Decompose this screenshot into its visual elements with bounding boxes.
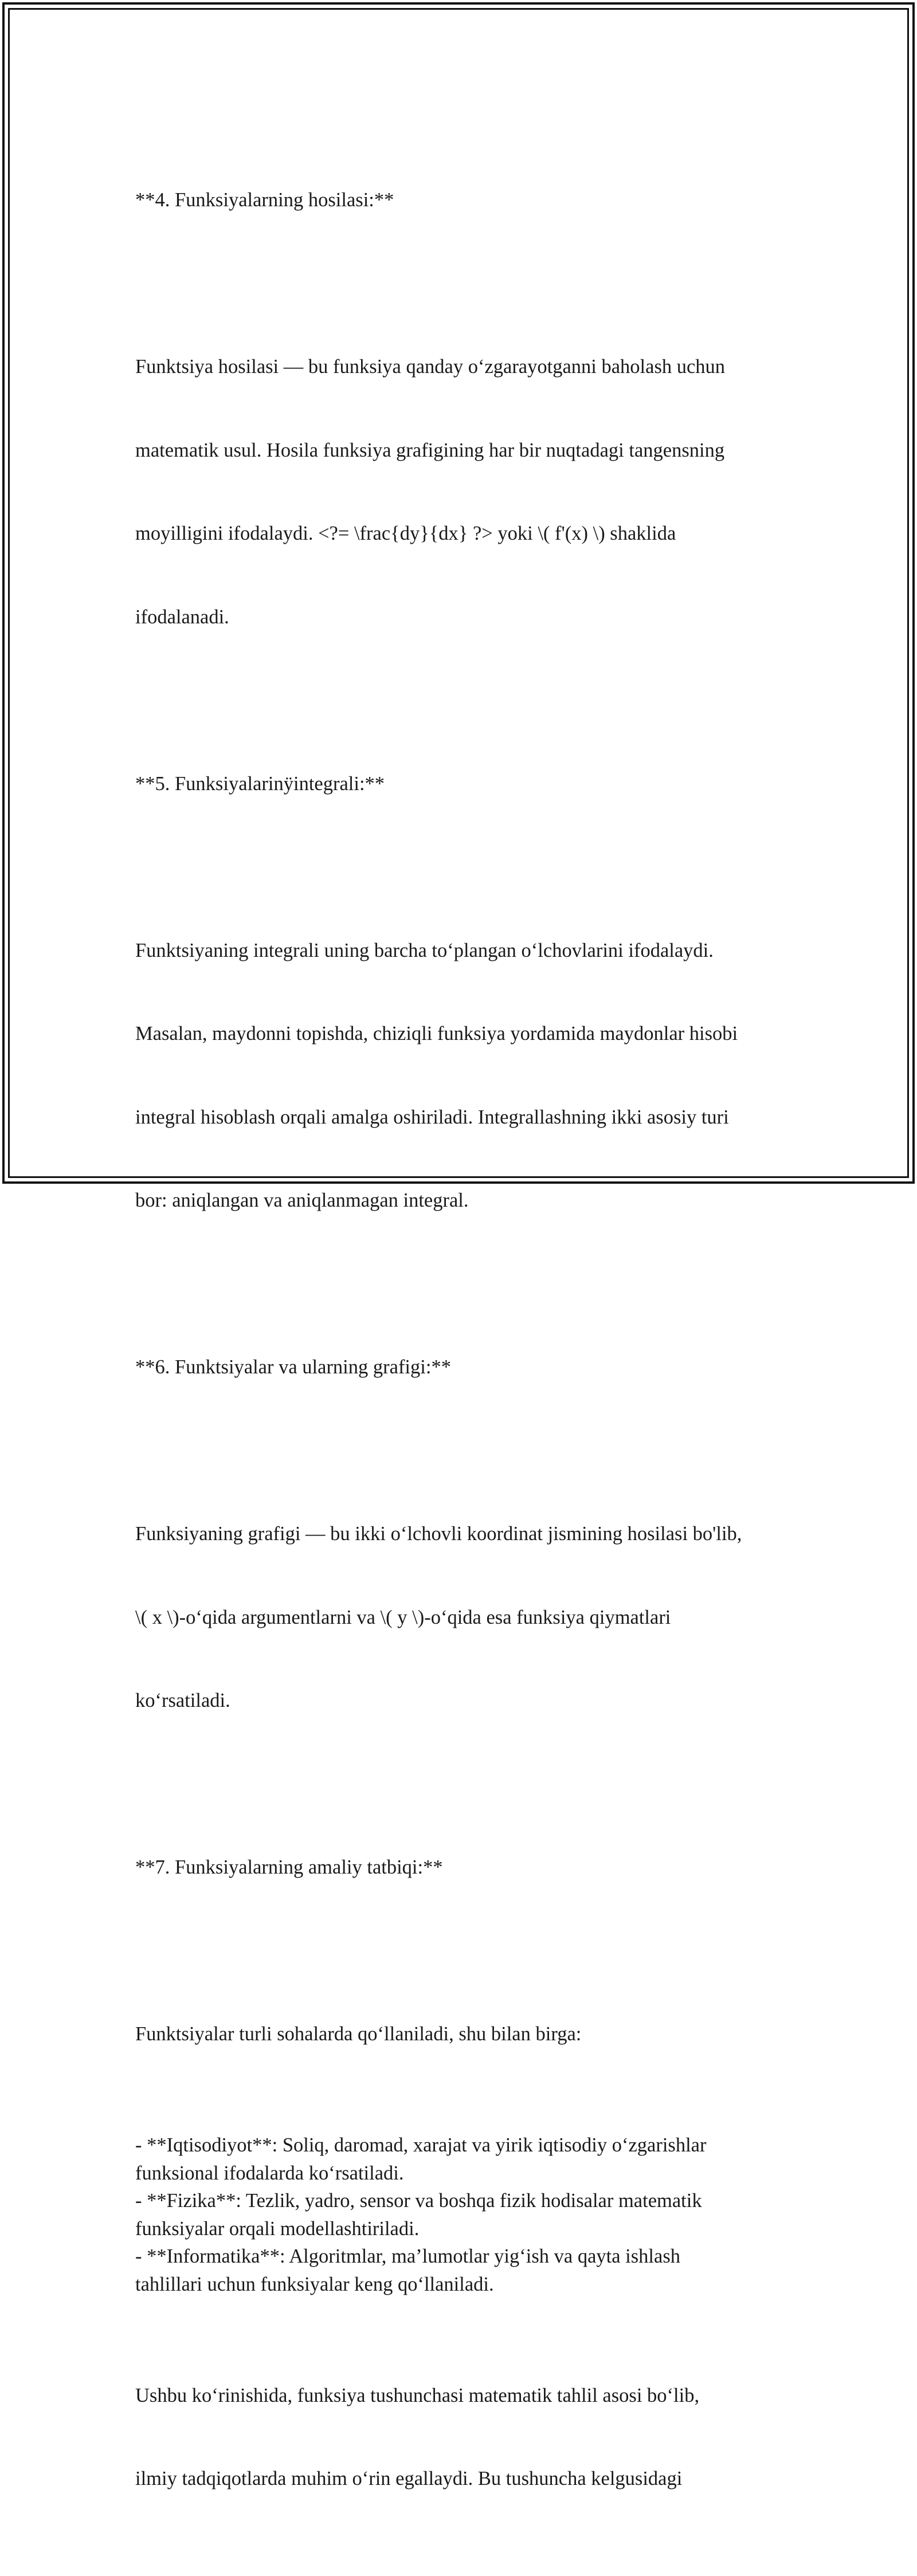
list-item bbox=[135, 2131, 789, 2187]
heading-text: **5. Funksiyalarinÿintegrali:** bbox=[135, 772, 385, 795]
paragraph-line: ilmiy tadqiqotlarda muhim o‘rin egallaydi. Bu tushuncha kelgusidagi bbox=[135, 2468, 683, 2489]
paragraph-line: Funktsiya hosilasi — bu funksiya qanday o‘zgarayotganni baholash uchun bbox=[135, 356, 726, 378]
section-heading bbox=[135, 1298, 789, 1437]
paragraph-line: Funksiyaning grafigi — bu ikki o‘lchovli koordinat jismining hosilasi bo'lib, bbox=[135, 1523, 742, 1545]
paragraph-line: Funktsiyaning integrali uning barcha to‘plangan o‘lchovlarini ifodalaydi. bbox=[135, 939, 714, 961]
section-heading bbox=[135, 1798, 789, 1937]
section-paragraph bbox=[135, 1464, 789, 1770]
paragraph-line: integral hisoblash orqali amalga oshiriladi. Integrallashning ikki asosiy turi bbox=[135, 1106, 729, 1128]
section-heading bbox=[135, 714, 789, 854]
heading-text: **7. Funksiyalarning amaliy tatbiqi:** bbox=[135, 1856, 443, 1878]
document-body bbox=[135, 131, 789, 2576]
section-paragraph bbox=[135, 1965, 789, 2104]
paragraph-line: Funktsiyalar turli sohalarda qo‘llaniladi, shu bilan birga: bbox=[135, 2023, 582, 2045]
list-item-line: - **Iqtisodiyot**: Soliq, daromad, xarajat va yirik iqtisodiy o‘zgarishlar bbox=[135, 2134, 707, 2156]
bullet-list bbox=[135, 2131, 789, 2298]
paragraph-line: Ushbu ko‘rinishida, funksiya tushunchasi matematik tahlil asosi bo‘lib, bbox=[135, 2384, 700, 2406]
paragraph-line: \( x \)-o‘qida argumentlarni va \( y \)-o‘qida esa funksiya qiymatlari bbox=[135, 1606, 671, 1628]
paragraph-line: ifodalanadi. bbox=[135, 606, 229, 628]
paragraph-line: bor: aniqlangan va aniqlanmagan integral. bbox=[135, 1189, 469, 1211]
list-item bbox=[135, 2187, 789, 2243]
paragraph-line: moyilligini ifodalaydi. <?= \frac{dy}{dx} ?> yoki \( f'(x) \) shaklida bbox=[135, 523, 676, 544]
paragraph-line: matematik usul. Hosila funksiya grafigining har bir nuqtadagi tangensning bbox=[135, 439, 725, 461]
section-paragraph bbox=[135, 881, 789, 1270]
list-item-line: funksiyalar orqali modellashtiriladi. bbox=[135, 2217, 420, 2240]
closing-paragraph bbox=[135, 2326, 789, 2548]
heading-text: **4. Funksiyalarning hosilasi:** bbox=[135, 189, 394, 211]
list-item-line: - **Fizika**: Tezlik, yadro, sensor va boshqa fizik hodisalar matematik bbox=[135, 2190, 702, 2212]
list-item-line: funksional ifodalarda ko‘rsatiladi. bbox=[135, 2162, 404, 2184]
list-item-line: tahlillari uchun funksiyalar keng qo‘llaniladi. bbox=[135, 2273, 494, 2295]
list-item-line: - **Informatika**: Algoritmlar, ma’lumotlar yig‘ish va qayta ishlash bbox=[135, 2245, 680, 2267]
paragraph-line: ko‘rsatiladi. bbox=[135, 1690, 230, 1711]
list-item bbox=[135, 2243, 789, 2298]
section-paragraph bbox=[135, 297, 789, 686]
heading-text: **6. Funktsiyalar va ularning grafigi:** bbox=[135, 1356, 451, 1378]
section-heading bbox=[135, 131, 789, 270]
paragraph-line: Masalan, maydonni topishda, chiziqli funksiya yordamida maydonlar hisobi bbox=[135, 1023, 738, 1044]
